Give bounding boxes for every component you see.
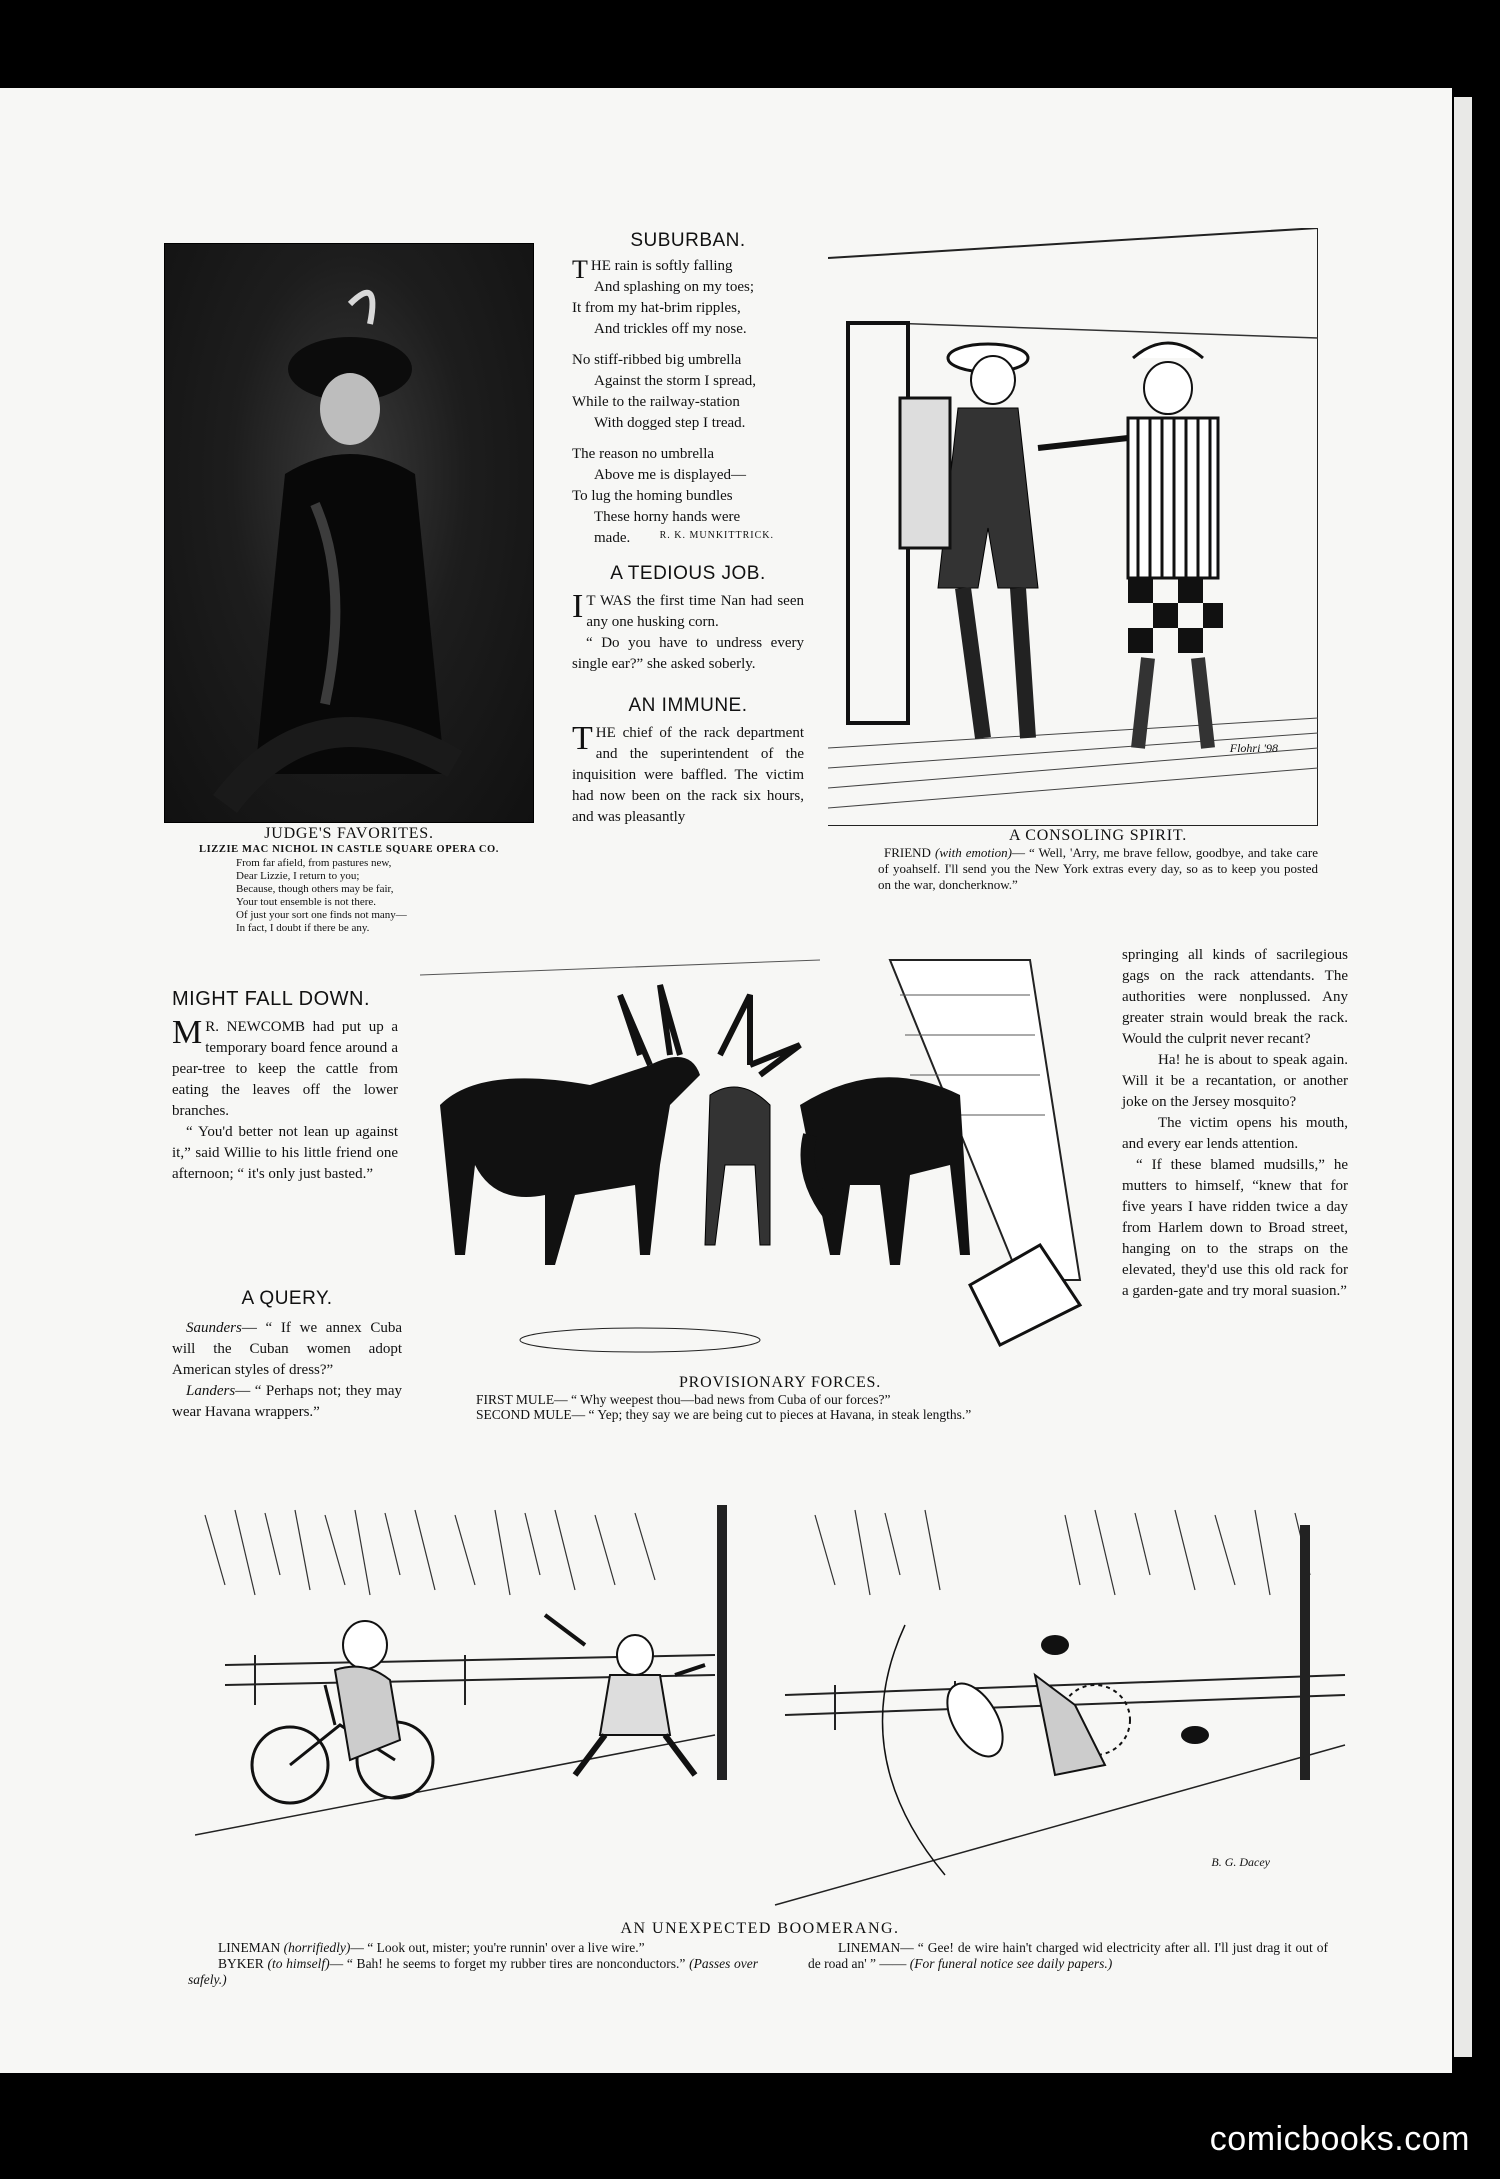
immune-body: THE chief of the rack department and the superintendent of the inquisition were baffled. The victim had now been on the rack six hours, and was pleasantly — [572, 720, 804, 825]
judge-subtitle: LIZZIE MAC NICHOL IN CASTLE SQUARE OPERA CO. — [198, 844, 500, 855]
immune-title: AN IMMUNE. — [628, 695, 748, 716]
boomerang-left-caption: LINEMAN (horrifiedly)— “ Look out, mister; you're runnin' over a live wire.” BYKER (to himself)— “ Bah! he seems to forget my rubber tires are nonconductors.” (Passes over safely.) — [188, 1940, 759, 1987]
judge-caption — [164, 825, 534, 935]
watermark: comicbooks.com — [1209, 2120, 1470, 2158]
might-title: MIGHT FALL DOWN. — [172, 988, 371, 1010]
judge-title: JUDGE'S FAVORITES. — [264, 825, 434, 842]
might-fall-down: MIGHT FALL DOWN. M R. NEWCOMB had put up a temporary board fence around a pear-tree to keep the cattle from eating the leaves off the lower branches. “ You'd better not lean up against it,” said Willie to his little friend one afternoon; “ it's only just basted.” — [172, 988, 398, 1182]
suburban-title: SUBURBAN. — [630, 230, 746, 251]
lineman-shock-cartoon — [815, 1510, 1310, 1595]
boomerang-comic — [195, 1505, 1350, 1915]
boomerang-right-caption: LINEMAN— “ Gee! de wire hain't charged wid electricity after all. I'll just drag it out of de road an' ” —— (For funeral notice see daily papers.) — [808, 1940, 1328, 1971]
portrait-photo — [164, 243, 534, 823]
judge-verse: From far afield, from pastures new, Dear Lizzie, I return to you; Because, though others may be fair, Your tout ensemble is not there. Of just your sort one finds not many— In fact, I doubt if there be any. — [236, 857, 407, 934]
cyclist-cartoon — [195, 1505, 1350, 1915]
consoling-artist: Flohri '98 — [1229, 741, 1278, 755]
boomerang-artist: B. G. Dacey — [1211, 1855, 1270, 1869]
consoling-caption: A CONSOLING SPIRIT. FRIEND (with emotion)— “ Well, 'Arry, me brave fellow, goodbye, and take care of yoahself. I'll send you the New York extras every day, so as to keep you posted on the war, doncherknow.” — [878, 827, 1318, 892]
soldier-dandy-cartoon — [828, 228, 1318, 826]
tedious-title: A TEDIOUS JOB. — [610, 563, 766, 584]
adjacent-page-edge — [1452, 85, 1500, 2075]
three-mules-cartoon — [420, 955, 1090, 1370]
immune-continuation: springing all kinds of sacrilegious gags on the rack attendants. The authorities were nonplussed. Any greater strain would break the rack. Would the culprit never recant? Ha! he is about to speak again. Will it be a recantation, or another joke on the Jersey mosquito? The victim opens his mouth, and every ear lends attention. “ If these blamed mudsills,” he mutters to himself, “knew that for five years I have ridden twice a day from Harlem down to Broad street, hanging on to the straps on the elevated, they'd use this old rack for a garden-gate and try moral suasion.” — [1122, 947, 1348, 1299]
provisional-title: PROVISIONARY FORCES. — [678, 1374, 882, 1391]
suburban-author: R. K. MUNKITTRICK. — [659, 530, 774, 541]
tedious-body: I T WAS the first time Nan had seen any one husking corn. “ Do you have to undress every single ear?” she asked soberly. — [572, 588, 804, 672]
suburban-poem: SUBURBAN. THE rain is softly falling And splashing on my toes; It from my hat-brim ripples, And trickles off my nose. No stiff-ribbed big umbrella Against the storm I spread, While to the railway-station With dogged step I tread. The reason no umbrella Above me is displayed— To lug the homing bundles These horny hands were made. R. K. MUNKITTRICK. A TEDIOUS JOB. I T WAS the first time Nan had seen any one husking corn. “ Do you have to undress every single ear?” she asked soberly. AN IMMUNE. THE chief of the rack department and the superintendent of the inquisition were baffled. The victim had now been on the rack six hours, and was pleasantly — [572, 230, 804, 828]
boomerang-title: AN UNEXPECTED BOOMERANG. — [620, 1920, 900, 1937]
provisional-caption: PROVISIONARY FORCES. FIRST MULE— “ Why weepest thou—bad news from Cuba of our forces?” SECOND MULE— “ Yep; they say we are being cut to pieces at Havana, in steak lengths.” — [470, 1374, 1090, 1422]
a-query: A QUERY. Saunders— “ If we annex Cuba will the Cuban women adopt American styles of dress?” Landers— “ Perhaps not; they may wear Havana wrappers.” — [172, 1288, 402, 1420]
consoling-title: A CONSOLING SPIRIT. — [1008, 827, 1188, 844]
boomerang-caption — [170, 1920, 1350, 1987]
query-title: A QUERY. — [241, 1288, 333, 1309]
